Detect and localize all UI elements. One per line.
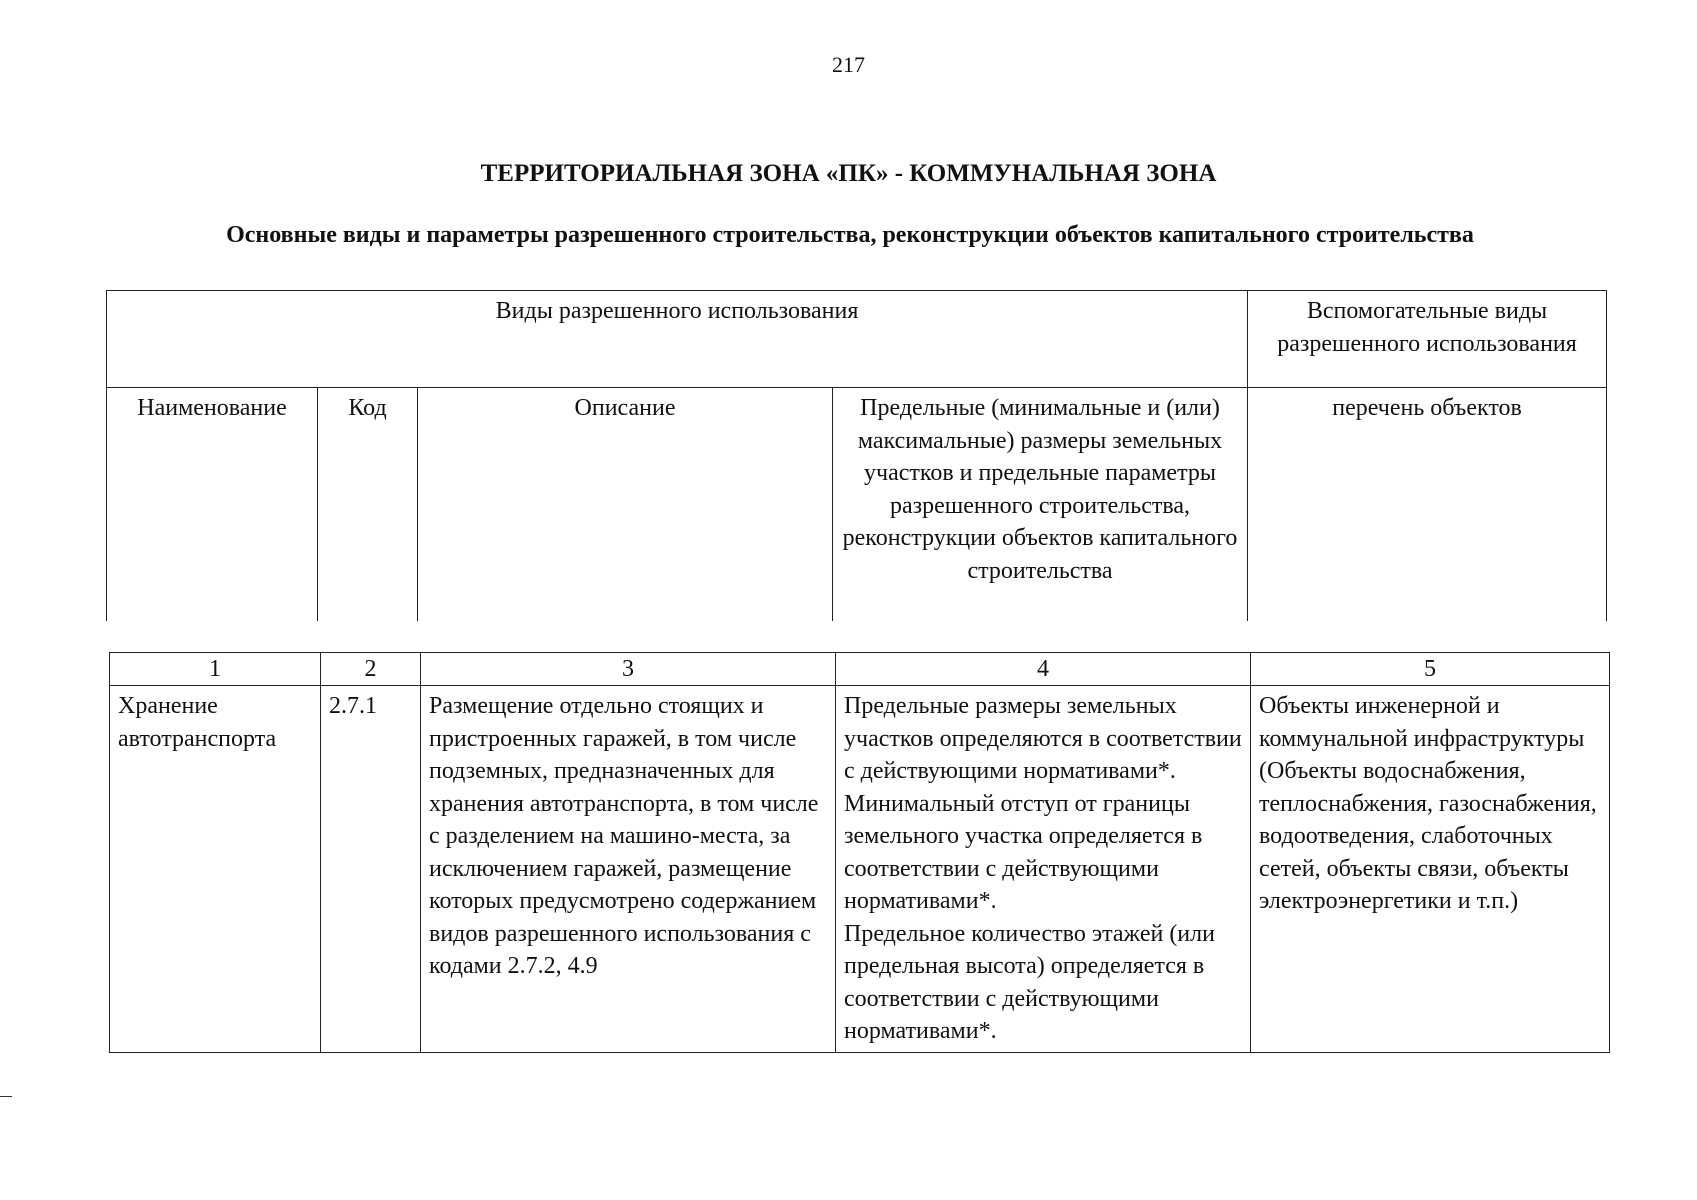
data-table [109,652,1610,1053]
zone-title: ТЕРРИТОРИАЛЬНАЯ ЗОНА «ПК» - КОММУНАЛЬНАЯ ЗОНА [480,160,1217,187]
cell-description: Размещение отдельно стоящих и пристроенных гаражей, в том числе подземных, предназначенных для хранения автотранспорта, в том числе с разделением на машино-места, за исключением гаражей, размещение которых предусмотрено содержанием видов разрешенного использования с кодами 2.7.2, 4.9 [421,686,836,1053]
column-number: 5 [1251,653,1610,686]
cell-code: 2.7.1 [321,686,421,1053]
column-number: 4 [836,653,1251,686]
page-number: 217 [832,52,865,77]
param-line: Предельные размеры земельных участков определяются в соответствии с действующими нормативами*. [844,693,1242,784]
column-number: 2 [321,653,421,686]
param-line: Предельное количество этажей (или предельная высота) определяется в соответствии с действующими нормативами*. [844,920,1215,1044]
margin-mark [0,1096,12,1097]
table-row [110,686,1610,1053]
cell-params [836,686,1251,1053]
column-number: 1 [110,653,321,686]
header-col-name: Наименование [107,388,318,622]
header-col-list: перечень объектов [1248,388,1607,622]
param-line: Минимальный отступ от границы земельного участка определяется в соответствии с действующими нормативами*. [844,790,1203,914]
cell-objects: Объекты инженерной и коммунальной инфраструктуры (Объекты водоснабжения, теплоснабжения, газоснабжения, водоотведения, слаботочных сетей, объекты связи, объекты электроэнергетики и т.п.) [1251,686,1610,1053]
header-col-code: Код [318,388,418,622]
header-group-aux: Вспомогательные виды разрешенного использования [1248,291,1607,388]
cell-name: Хранение автотранспорта [110,686,321,1053]
header-col-description: Описание [418,388,833,622]
column-number: 3 [421,653,836,686]
subtitle: Основные виды и параметры разрешенного строительства, реконструкции объектов капитального строительства [226,222,1474,248]
header-table [106,290,1607,621]
column-number-row [110,653,1610,686]
header-col-params: Предельные (минимальные и (или) максимальные) размеры земельных участков и предельные параметры разрешенного строительства, реконструкции объектов капитального строительства [833,388,1248,622]
header-group-main: Виды разрешенного использования [107,291,1248,388]
